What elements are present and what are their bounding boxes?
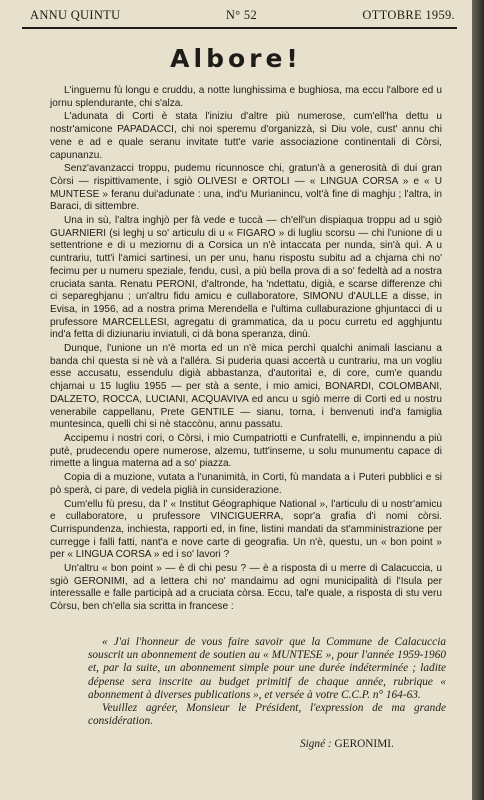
signature — [300, 738, 394, 750]
header-date: OTTOBRE 1959. — [362, 8, 455, 22]
paragraph-5: Dunque, l'unione un n'è morta ed un n'è mica perchì qualchi animali lascianu a banda chì questa si nè và a l'alléra. Si puderia quasi accertà u cuntrariu, ma un vogliu esse accusatu, essendulu digià abbastanza, d'autoritaì e, di core, cum'e quandu chjamai u 15 lugliu 1955 — per stà a sente, i mio amici, BONARDI, COLOMBANI, DALZETO, ROCCA, LUCIANI, ACQUAVIVA ed ancu u sgiò merre di Corti ed u nostru venerabile cappellanu, Prete GENTILE — sianu, torna, i benvenuti ind'a famiglia muntesinca, quelli chi si nè staccònu, annu passatu. — [50, 343, 442, 431]
paragraph-3: Senz'avanzacci troppu, pudemu ricunnosce chi, gratun'à a generosità di dui gran Còrsi — rispittivamente, i sgiò OLIVESI e ORTOLI — « LINGUA CORSA » e « U MUNTESE » feranu dui'adunate : una, ind'u Murianincu, volt'à fine di maghju ; l'altra, in Baraci, di sittembre. — [50, 163, 442, 213]
header-issue-number: N° 52 — [225, 8, 258, 22]
signature-name: GERONIMI. — [334, 738, 394, 750]
binding-edge — [472, 0, 484, 800]
paragraph-2: L'adunata di Corti è stata l'iniziu d'altre più numerose, cum'ell'ha dettu u nostr'amicone PAPADACCI, chi noi speremu d'organizzà, si Diu vole, cust' annu chi vene e ad e quale seranu invitate tutt'e varie associazione continentali di Còrsi, capunanzu. — [50, 111, 442, 161]
article-body — [50, 85, 442, 615]
header-volume: ANNU QUINTU — [30, 8, 121, 22]
paragraph-8: Cum'ellu fù presu, da l' « Institut Géographique National », l'articulu di u nostr'amicu e cullaboratore, u prufessore VINCIGUERRA, sopr'a grafia d'i nomi còrsi. Currispundenza, inchiesta, rapporti ed, in fine, listini mandati da st'amministrazione per curregge i falli fatti, nant'a e nove carte di geografia. Un n'è, questu, un « bon point » per « LINGUA CORSA » ed i so' lavori ? — [50, 498, 442, 561]
page-header — [30, 8, 455, 23]
paragraph-1: L'inguernu fù longu e cruddu, a notte lunghissima e bughiosa, ma eccu l'albore ed u jornu splendurante, chi s'alza. — [50, 85, 442, 109]
signature-label: Signé : — [300, 738, 335, 750]
header-rule — [22, 27, 457, 29]
paragraph-7: Copia di a muzione, vutata a l'unanimità, in Corti, fù mandata a i Puteri pubblici e si pò sperà, ci pare, di vedela piglià in cunsiderazione. — [50, 472, 442, 496]
article-title: Albore! — [170, 44, 302, 73]
paragraph-9: Un'altru « bon point » — è di chi pesu ? — è a risposta di u merre di Calacuccia, u sgiò GERONIMI, ad a lettera chi no' mandaimu ad ogni municipalità di l'Isula per interessalle e falle participà ad a cruciata còrsa. Eccu, tal'e quale, a risposta di stu veru Còrsu, ben ch'ella sia scritta in francese : — [50, 563, 442, 613]
paragraph-4: Una in sù, l'altra inghjò per fà vede e tuccà — ch'ell'un dispiaqua troppu ad u sgiò GUARNIERI (si leghj u so' articulu di u « FIGARO » di lugliu scorsu — chi l'unione di u settentrione e di u meziornu di a Corsica un n'è intaccata per nunda, sin'à quì. A u cuntrariu, tutt'i l'amici sartinesi, un per unu, hanu rispostu subitu ad a chjama chi no' fecimu per u numeru speziale, fendu, cusì, a più bella prova di a so' fedeltà ad a nostra cruciata santa. Renatu PERONI, d'altronde, ha 'ndettatu, digià, e scarse differenze chi ci separeghjanu ; un'altru fidu amicu e cullaboratore, SIMONU d'AULLE a disse, in Evisa, in 1956, ad a nostra prima Merendella e l'ultima cullaburazione ghjuntacci di u prufessore MARCELLESI, agregatu di grammatica, da u pocu curretu ed agghjuntu ind'a fetta di diziunariu inviatuli, ci dà bona speranza, dinù. — [50, 215, 442, 341]
quoted-letter — [88, 636, 446, 728]
paragraph-6: Accipemu i nostri cori, o Còrsi, i mio Cumpatriotti e Cunfratelli, e, impinnendu a più putè, prudecendu opere numerose, alzemu, tutt'inseme, u solu munumentu capace di rimette a lingua materna ad a so' piazza. — [50, 432, 442, 470]
quote-paragraph-2: Veuillez agréer, Monsieur le Président, l'expression de ma grande considération. — [88, 702, 446, 728]
quote-paragraph-1: « J'ai l'honneur de vous faire savoir que la Commune de Calacuccia souscrit un abonnement de soutien au « MUNTESE », pour l'année 1959-1960 et, par la suite, un abonnement simple pour une durée indéterminée ; ladite dépense sera inscrite au budget primitif de chaque année, rubrique « abonnement à diverses publications », et versée à votre C.C.P. n° 164-63. — [88, 636, 446, 701]
